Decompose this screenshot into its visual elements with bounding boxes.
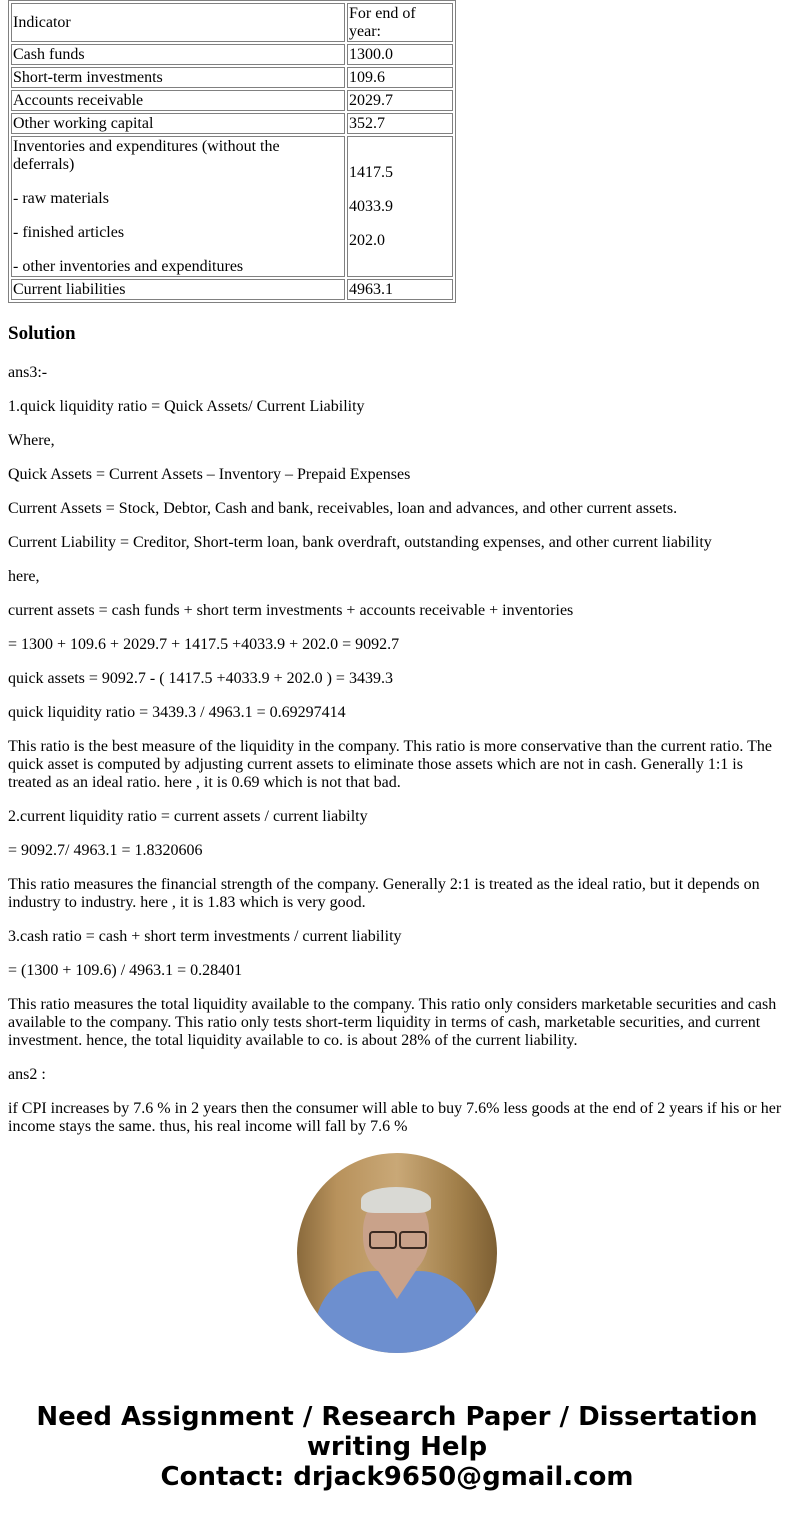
avatar-hair	[361, 1187, 431, 1213]
table-cell-value: 2029.7	[347, 90, 453, 111]
solution-paragraph: ans3:-	[8, 364, 48, 381]
table-cell-value: 352.7	[347, 113, 453, 134]
table-cell-label: Accounts receivable	[11, 90, 345, 111]
solution-paragraph: = 1300 + 109.6 + 2029.7 + 1417.5 +4033.9 + 202.0 = 9092.7	[8, 636, 400, 653]
solution-paragraph: Current Assets = Stock, Debtor, Cash and bank, receivables, loan and advances, and other current assets.	[8, 500, 678, 517]
solution-paragraph: = 9092.7/ 4963.1 = 1.8320606	[8, 842, 203, 859]
table-row	[11, 90, 453, 111]
glasses-icon	[369, 1231, 397, 1249]
table-cell-label: Short-term investments	[11, 67, 345, 88]
promo-section	[0, 1153, 794, 1492]
table-cell-value: 4963.1	[347, 279, 453, 300]
solution-paragraph: Where,	[8, 432, 55, 449]
table-cell-value: 109.6	[347, 67, 453, 88]
inventories-label: Inventories and expenditures (without the deferrals)	[13, 138, 280, 173]
solution-paragraph: This ratio measures the total liquidity available to the company. This ratio only considers marketable securities and cash available to the company. This ratio only tests short-term liquidity in terms of cash, marketable securities, and current investment. hence, the total liquidity available to co. is about 28% of the current liability.	[8, 996, 777, 1049]
solution-paragraph: current assets = cash funds + short term investments + accounts receivable + inventories	[8, 602, 574, 619]
promo-contact: Contact: drjack9650@gmail.com	[160, 1462, 634, 1492]
table-row-inventories	[11, 136, 453, 277]
promo-line: writing Help	[306, 1432, 488, 1462]
table-row	[11, 67, 453, 88]
solution-heading: Solution	[8, 323, 76, 344]
solution-paragraph: This ratio measures the financial strength of the company. Generally 2:1 is treated as the ideal ratio, but it depends on industry to industry. here , it is 1.83 which is very good.	[8, 876, 760, 911]
table-cell-value	[347, 136, 453, 277]
solution-paragraph: = (1300 + 109.6) / 4963.1 = 0.28401	[8, 962, 243, 979]
document-body	[8, 0, 786, 1152]
indicators-table	[8, 0, 456, 303]
table-header-cell: Indicator	[11, 3, 345, 42]
solution-paragraph: Current Liability = Creditor, Short-term loan, bank overdraft, outstanding expenses, and other current liability	[8, 534, 712, 551]
promo-line: Need Assignment / Research Paper / Dissertation	[36, 1402, 758, 1432]
inventories-sub-label: - other inventories and expenditures	[13, 258, 244, 275]
table-header-cell: For end of year:	[347, 3, 453, 42]
solution-paragraph: quick liquidity ratio = 3439.3 / 4963.1 = 0.69297414	[8, 704, 346, 721]
avatar	[297, 1153, 497, 1353]
solution-paragraph: This ratio is the best measure of the liquidity in the company. This ratio is more conservative than the current ratio. The quick asset is computed by adjusting current assets to eliminate those assets which are not in cash. Generally 1:1 is treated as an ideal ratio. here , it is 0.69 which is not that bad.	[8, 738, 772, 791]
table-header-row	[11, 3, 453, 42]
solution-paragraph: 1.quick liquidity ratio = Quick Assets/ Current Liability	[8, 398, 365, 415]
inventories-value: 4033.9	[349, 198, 393, 215]
inventories-sub-label: - finished articles	[13, 224, 125, 241]
table-cell-label: Current liabilities	[11, 279, 345, 300]
table-cell-value: 1300.0	[347, 44, 453, 65]
table-row	[11, 113, 453, 134]
solution-paragraph: 2.current liquidity ratio = current assets / current liabilty	[8, 808, 368, 825]
inventories-value: 202.0	[349, 232, 385, 249]
table-cell-label	[11, 136, 345, 277]
inventories-value: 1417.5	[349, 164, 393, 181]
table-cell-label: Other working capital	[11, 113, 345, 134]
solution-paragraph: quick assets = 9092.7 - ( 1417.5 +4033.9 + 202.0 ) = 3439.3	[8, 670, 393, 687]
glasses-icon	[399, 1231, 427, 1249]
promo-text	[0, 1402, 794, 1492]
inventories-sub-label: - raw materials	[13, 190, 109, 207]
table-cell-label: Cash funds	[11, 44, 345, 65]
table-row	[11, 44, 453, 65]
solution-paragraph: here,	[8, 568, 40, 585]
solution-paragraph: ans2 :	[8, 1066, 46, 1083]
solution-paragraph: 3.cash ratio = cash + short term investments / current liability	[8, 928, 402, 945]
solution-paragraph: if CPI increases by 7.6 % in 2 years then the consumer will able to buy 7.6% less goods at the end of 2 years if his or her income stays the same. thus, his real income will fall by 7.6 %	[8, 1100, 782, 1135]
solution-paragraph: Quick Assets = Current Assets – Inventory – Prepaid Expenses	[8, 466, 411, 483]
table-row	[11, 279, 453, 300]
